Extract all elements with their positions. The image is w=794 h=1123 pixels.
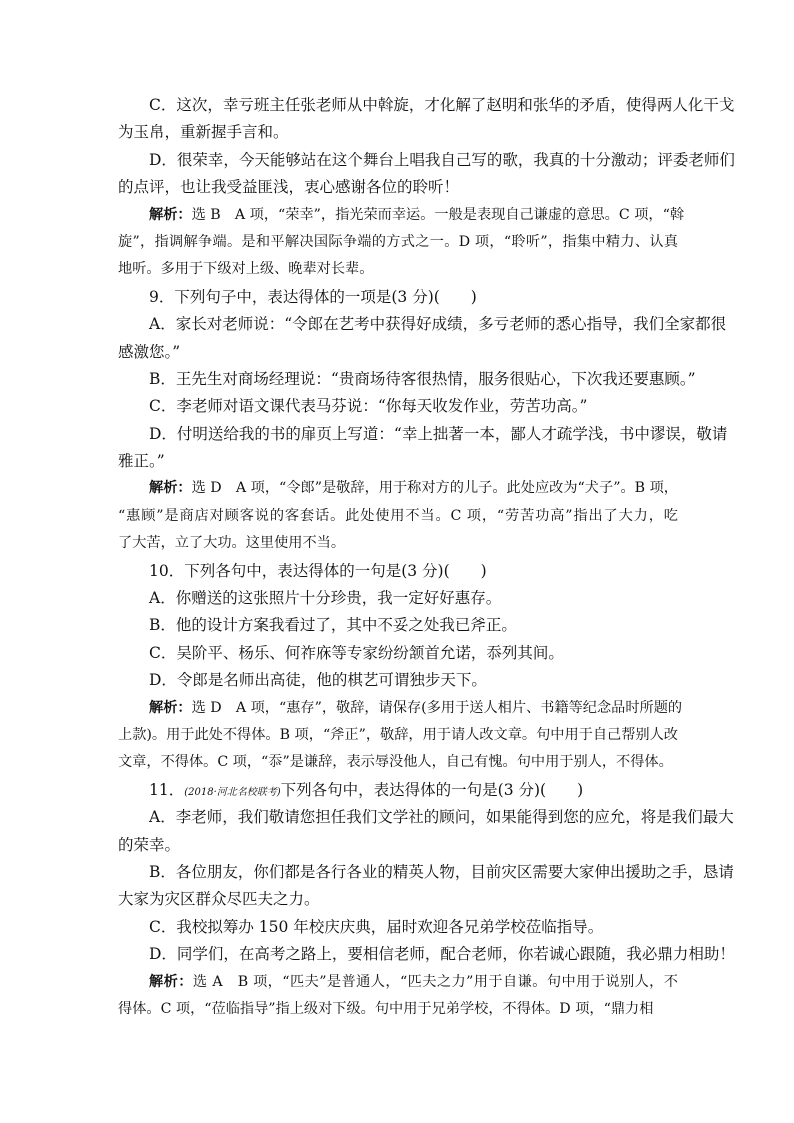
text-line: 旋”，指调解争端。是和平解决国际争端的方式之一。D 项，“聆听”，指集中精力、认真 xyxy=(118,233,678,250)
text-line: C．吴阶平、杨乐、何祚庥等专家纷纷颔首允诺，忝列其间。 xyxy=(149,643,564,662)
analysis-paragraph xyxy=(118,695,683,777)
question-stem xyxy=(118,777,678,804)
text-line: 为玉帛，重新握手言和。 xyxy=(118,123,289,142)
text-line: 的点评，也让我受益匪浅，衷心感谢各位的聆听！ xyxy=(118,178,460,197)
answer-option xyxy=(118,92,735,147)
text-line: 10．下列各句中，表达得体的一句是(3 分)( ) xyxy=(149,561,487,580)
text-line: B．王先生对商场经理说：“贵商场待客很热情，服务很贴心，下次我还要惠顾。” xyxy=(149,369,696,388)
question-stem xyxy=(118,558,678,585)
text-line: D．很荣幸，今天能够站在这个舞台上唱我自己写的歌，我真的十分激动；评委老师们 xyxy=(149,150,735,169)
text-line: 文章，不得体。C 项，“忝”是谦辞，表示辱没他人，自己有愧。句中用于别人，不得体。 xyxy=(118,754,673,771)
text-line: 感激您。” xyxy=(118,342,181,361)
text-line: 得体。C 项，“莅临指导”指上级对下级。句中用于兄弟学校，不得体。D 项，“鼎力相 xyxy=(118,1000,654,1017)
text-line: A．家长对老师说：“令郎在艺考中获得好成绩，多亏老师的悉心指导，我们全家都很 xyxy=(149,315,727,334)
text-line: B．他的设计方案我看过了，其中不妥之处我已斧正。 xyxy=(149,616,517,635)
text-line: 11．(2018·河北名校联考)下列各句中，表达得体的一句是(3 分)( ) xyxy=(149,780,584,799)
answer-option xyxy=(118,311,727,366)
answer-option xyxy=(118,421,728,476)
answer-option xyxy=(118,667,678,694)
text-line: 了大苦，立了大功。这里使用不当。 xyxy=(118,535,346,552)
text-line: C．李老师对语文课代表马芬说：“你每天收发作业，劳苦功高。” xyxy=(149,397,588,416)
analysis-paragraph xyxy=(118,969,678,1024)
answer-option xyxy=(118,585,678,612)
text-line: 雅正。” xyxy=(118,452,165,471)
text-line: 解析：选 D A 项，“惠存”，敬辞，请保存(多用于送人相片、书籍等纪念品时所题的 xyxy=(149,699,683,716)
answer-option xyxy=(118,941,735,968)
answer-option xyxy=(118,612,678,639)
text-line: “惠顾”是商店对顾客说的客套话。此处使用不当。C 项，“劳苦功高”指出了大力，吃 xyxy=(118,507,678,524)
document-page xyxy=(118,92,735,1023)
text-line: D．付明送给我的书的扉页上写道：“幸上拙著一本，鄙人才疏学浅，书中谬误，敬请 xyxy=(149,424,728,443)
question-source: (2018·河北名校联考) xyxy=(184,786,281,798)
text-line: B．各位朋友，你们都是各行各业的精英人物，目前灾区需要大家伸出援助之手，恳请 xyxy=(149,862,734,881)
answer-option xyxy=(118,147,735,202)
text-line: D．令郎是名师出高徒，他的棋艺可谓独步天下。 xyxy=(149,671,487,690)
text-line: 解析：选 B A 项，“荣幸”，指光荣而幸运。一般是表现自己谦虚的意思。C 项，“斡 xyxy=(149,206,685,223)
text-line: 的荣幸。 xyxy=(118,835,181,854)
text-line: 解析：选 A B 项，“匹夫”是普通人，“匹夫之力”用于自谦。句中用于说别人，不 xyxy=(149,973,678,990)
answer-option xyxy=(118,393,678,420)
text-line: 大家为灾区群众尽匹夫之力。 xyxy=(118,890,320,909)
text-line: A．你赠送的这张照片十分珍贵，我一定好好惠存。 xyxy=(149,589,502,608)
text-line: C．我校拟筹办 150 年校庆庆典，届时欢迎各兄弟学校莅临指导。 xyxy=(149,917,604,936)
answer-option xyxy=(118,914,678,941)
text-line: C．这次，幸亏班主任张老师从中斡旋，才化解了赵明和张华的矛盾，使得两人化干戈 xyxy=(149,96,735,114)
text-line: 9．下列句子中，表达得体的一项是(3 分)( ) xyxy=(149,287,477,306)
answer-option xyxy=(118,859,734,914)
answer-option xyxy=(118,804,734,859)
answer-option xyxy=(118,640,678,667)
analysis-paragraph xyxy=(118,475,678,557)
text-line: D．同学们，在高考之路上，要相信老师，配合老师，你若诚心跟随，我必鼎力相助！ xyxy=(149,945,735,964)
text-line: A．李老师，我们敬请您担任我们文学社的顾问，如果能得到您的应允，将是我们最大 xyxy=(149,808,734,827)
text-line: 地听。多用于下级对上级、晚辈对长辈。 xyxy=(118,261,374,278)
text-line: 上款)。用于此处不得体。B 项，“斧正”，敬辞，用于请人改文章。句中用于自己帮别人改 xyxy=(118,726,678,743)
analysis-paragraph xyxy=(118,202,685,284)
question-stem xyxy=(118,284,678,311)
answer-option xyxy=(118,366,696,393)
text-line: 解析：选 D A 项，“令郎”是敬辞，用于称对方的儿子。此处应改为“犬子”。B 项， xyxy=(149,480,678,497)
